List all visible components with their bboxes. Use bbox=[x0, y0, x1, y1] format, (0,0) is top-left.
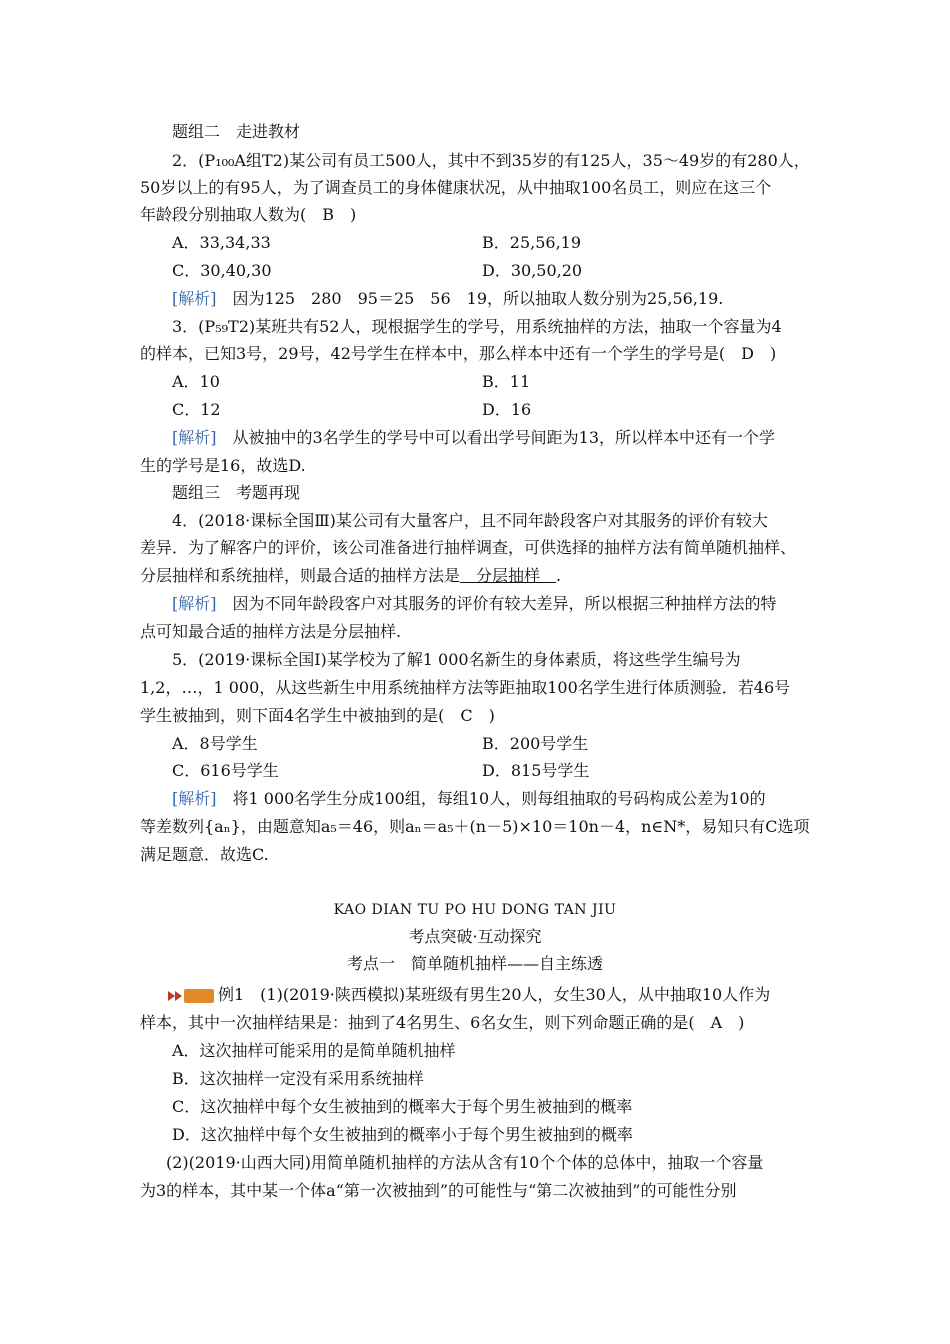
analysis-tag: [解析] bbox=[172, 289, 217, 308]
q3-line1: 3．(P₅₉T2)某班共有52人，现根据学生的学号，用系统抽样的方法，抽取一个容量为4 bbox=[172, 317, 782, 336]
section-subtitle: 考点一 简单随机抽样——自主练透 bbox=[346, 954, 603, 973]
q5-option-a: A．8号学生 bbox=[172, 734, 258, 753]
q4-line3-text: 分层抽样和系统抽样，则最合适的抽样方法是 bbox=[140, 566, 461, 585]
q5-line2: 1,2，…，1 000，从这些新生中用系统抽样方法等距抽取100名学生进行体质测验．若46号 bbox=[140, 678, 791, 697]
q5-analysis-line2: 等差数列{aₙ}，由题意知a₅＝46，则aₙ＝a₅＋(n－5)×10＝10n－4，n∈N*，易知只有C选项 bbox=[140, 817, 810, 836]
q3-analysis-line2: 生的学号是16，故选D. bbox=[140, 456, 306, 475]
q4-analysis-line1 bbox=[172, 593, 777, 615]
q4-line2: 差异．为了解客户的评价，该公司准备进行抽样调查，可供选择的抽样方法有简单随机抽样、 bbox=[140, 538, 797, 557]
q5-option-d: D．815号学生 bbox=[482, 761, 590, 780]
q2-line1: 2．(P₁₀₀A组T2)某公司有员工500人，其中不到35岁的有125人，35～49岁的有280人， bbox=[172, 151, 810, 170]
q4-line3 bbox=[140, 565, 561, 587]
q4-analysis-text: 因为不同年龄段客户对其服务的评价有较大差异，所以根据三种抽样方法的特 bbox=[216, 594, 777, 613]
q3-analysis-text: 从被抽中的3名学生的学号中可以看出学号间距为13，所以样本中还有一个学 bbox=[216, 428, 776, 447]
q5-line1: 5．(2019·课标全国Ⅰ)某学校为了解1 000名新生的身体素质，将这些学生编号为 bbox=[172, 650, 741, 669]
q5-option-b: B．200号学生 bbox=[482, 734, 589, 753]
example1-option-d: D．这次抽样中每个女生被抽到的概率小于每个男生被抽到的概率 bbox=[172, 1125, 633, 1144]
q2-analysis bbox=[172, 288, 723, 310]
q3-option-d: D．16 bbox=[482, 400, 532, 419]
q2-line2: 50岁以上的有95人，为了调查员工的身体健康状况，从中抽取100名员工，则应在这三个 bbox=[140, 178, 772, 197]
q4-analysis-line2: 点可知最合适的抽样方法是分层抽样. bbox=[140, 622, 402, 641]
example1-option-b: B．这次抽样一定没有采用系统抽样 bbox=[172, 1069, 424, 1088]
q3-line2: 的样本，已知3号，29号，42号学生在样本中，那么样本中还有一个学生的学号是( D ) bbox=[140, 344, 777, 363]
example1-line1 bbox=[168, 984, 770, 1006]
q3-option-a: A．10 bbox=[172, 372, 220, 391]
example1-part2-line2: 为3的样本，其中某一个体a“第一次被抽到”的可能性与“第二次被抽到”的可能性分别 bbox=[140, 1181, 737, 1200]
q4-line1: 4．(2018·课标全国Ⅲ)某公司有大量客户，且不同年龄段客户对其服务的评价有较大 bbox=[172, 511, 768, 530]
q2-analysis-text: 因为125 280 95＝25 56 19，所以抽取人数分别为25,56,19. bbox=[216, 289, 724, 308]
q3-option-c: C．12 bbox=[172, 400, 221, 419]
double-arrow-icon bbox=[168, 991, 175, 1001]
example-badge bbox=[184, 989, 214, 1003]
example1-option-c: C．这次抽样中每个女生被抽到的概率大于每个男生被抽到的概率 bbox=[172, 1097, 633, 1116]
q2-option-a: A．33,34,33 bbox=[172, 233, 271, 252]
q3-option-b: B．11 bbox=[482, 372, 531, 391]
section-pinyin: KAO DIAN TU PO HU DONG TAN JIU bbox=[333, 902, 617, 918]
example1-option-a: A．这次抽样可能采用的是简单随机抽样 bbox=[172, 1041, 456, 1060]
q2-option-b: B．25,56,19 bbox=[482, 233, 582, 252]
analysis-tag: [解析] bbox=[172, 789, 217, 808]
q2-option-d: D．30,50,20 bbox=[482, 261, 583, 280]
example1-text: 例1 (1)(2019·陕西模拟)某班级有男生20人，女生30人，从中抽取10人作为 bbox=[218, 985, 771, 1004]
q5-analysis-text: 将1 000名学生分成100组，每组10人，则每组抽取的号码构成公差为10的 bbox=[216, 789, 766, 808]
group3-title: 题组三 考题再现 bbox=[172, 483, 301, 502]
q4-fill-answer: 分层抽样 bbox=[460, 566, 557, 585]
example1-part2-line1: (2)(2019·山西大同)用简单随机抽样的方法从含有10个个体的总体中，抽取一个容量 bbox=[166, 1153, 764, 1172]
q2-line3: 年龄段分别抽取人数为( B ) bbox=[140, 205, 357, 224]
q5-analysis-line1 bbox=[172, 788, 766, 810]
q2-option-c: C．30,40,30 bbox=[172, 261, 272, 280]
q5-line3: 学生被抽到，则下面4名学生中被抽到的是( C ) bbox=[140, 706, 495, 725]
q5-option-c: C．616号学生 bbox=[172, 761, 279, 780]
example1-line2: 样本，其中一次抽样结果是：抽到了4名男生、6名女生，则下列命题正确的是( A ) bbox=[140, 1013, 745, 1032]
analysis-tag: [解析] bbox=[172, 428, 217, 447]
q4-line3-end: . bbox=[556, 566, 562, 585]
group2-title: 题组二 走进教材 bbox=[172, 122, 301, 141]
section-title: 考点突破·互动探究 bbox=[408, 927, 542, 946]
q5-analysis-line3: 满足题意．故选C. bbox=[140, 845, 269, 864]
analysis-tag: [解析] bbox=[172, 594, 217, 613]
q3-analysis-line1 bbox=[172, 427, 775, 449]
double-arrow-icon bbox=[175, 991, 182, 1001]
